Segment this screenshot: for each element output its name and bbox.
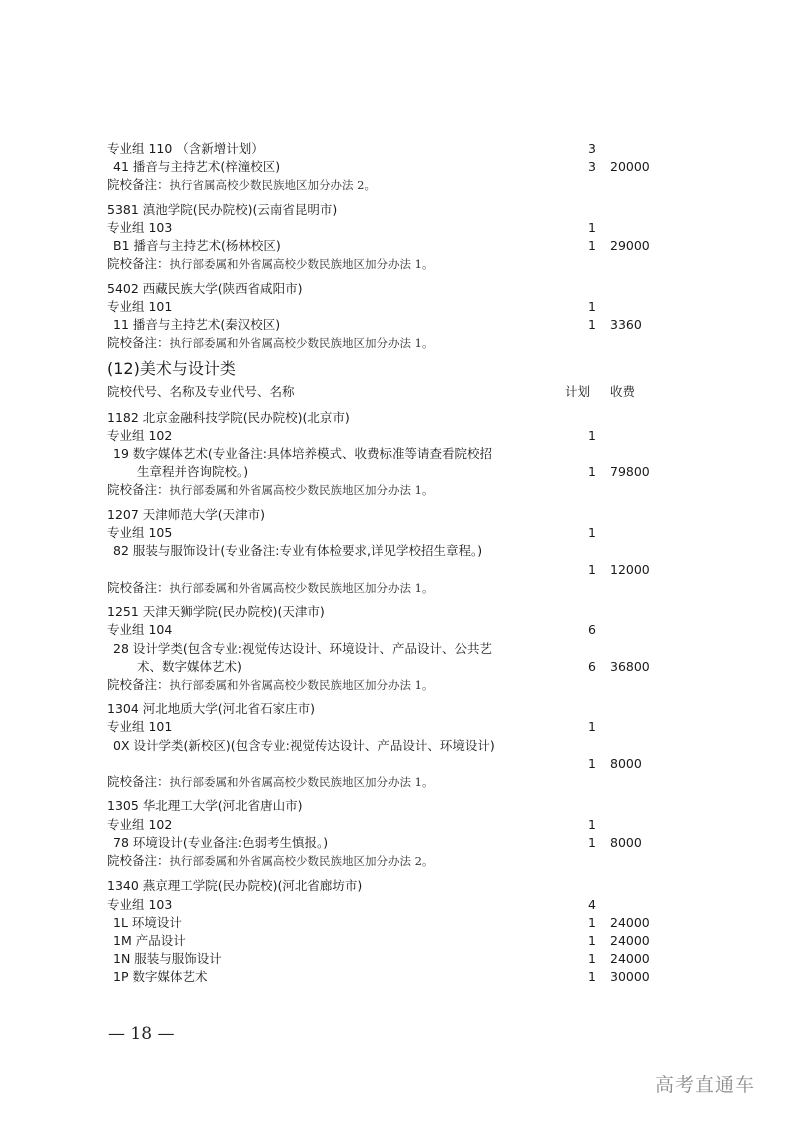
major-row — [107, 237, 650, 255]
category-title: (12)美术与设计类 — [107, 359, 236, 378]
plan-count: 3 — [588, 141, 596, 156]
major-values-row — [107, 561, 650, 579]
plan-count: 6 — [588, 622, 596, 637]
plan-count: 1 — [588, 969, 596, 984]
remark-label: 院校备注： — [107, 256, 170, 271]
plan-count: 1 — [588, 933, 596, 948]
school-title — [107, 201, 647, 219]
group-label: 专业组 101 — [107, 299, 173, 314]
plan-count: 1 — [588, 464, 596, 479]
remark-label: 院校备注： — [107, 774, 170, 789]
school-remark — [107, 176, 647, 194]
remark-text: 执行部委属和外省属高校少数民族地区加分办法 1。 — [169, 678, 434, 692]
group-row — [107, 621, 647, 639]
remark-text: 执行部委属和外省属高校少数民族地区加分办法 1。 — [169, 581, 434, 595]
remark-label: 院校备注： — [107, 177, 170, 192]
school-remark — [107, 579, 647, 597]
plan-count: 1 — [588, 299, 596, 314]
fee: 79800 — [610, 464, 650, 479]
plan-count: 1 — [588, 238, 596, 253]
remark-label: 院校备注： — [107, 677, 170, 692]
major-name: B1 播音与主持艺术(杨林校区) — [113, 238, 281, 253]
major-name: 1M 产品设计 — [113, 933, 186, 948]
page-number: — 18 — — [108, 1024, 175, 1044]
plan-count: 1 — [588, 817, 596, 832]
fee: 12000 — [610, 562, 650, 577]
school-title — [107, 877, 647, 895]
school-title — [107, 409, 647, 427]
fee: 20000 — [610, 159, 650, 174]
remark-text: 执行部委属和外省属高校少数民族地区加分办法 1。 — [169, 775, 434, 789]
plan-count: 3 — [588, 159, 596, 174]
major-name: 41 播音与主持艺术(梓潼校区) — [113, 159, 281, 174]
major-row — [107, 932, 650, 950]
group-label: 专业组 102 — [107, 428, 173, 443]
group-row — [107, 524, 647, 542]
group-row — [107, 896, 647, 914]
school-name: 1207 天津师范大学(天津市) — [107, 507, 266, 522]
group-row — [107, 140, 647, 158]
major-row — [107, 158, 650, 176]
remark-label: 院校备注： — [107, 580, 170, 595]
group-row — [107, 298, 647, 316]
fee: 29000 — [610, 238, 650, 253]
school-name: 1182 北京金融科技学院(民办院校)(北京市) — [107, 410, 350, 425]
major-row — [107, 968, 650, 986]
fee: 36800 — [610, 659, 650, 674]
major-row-cont — [107, 658, 650, 676]
school-name: 5402 西藏民族大学(陕西省咸阳市) — [107, 281, 303, 296]
school-title — [107, 280, 647, 298]
school-remark — [107, 773, 647, 791]
remark-label: 院校备注： — [107, 853, 170, 868]
major-row-cont — [107, 463, 650, 481]
fee: 24000 — [610, 951, 650, 966]
major-values-row — [107, 755, 647, 773]
plan-count: 1 — [588, 220, 596, 235]
school-remark — [107, 852, 647, 870]
group-label: 专业组 110 （含新增计划） — [107, 141, 264, 156]
fee: 24000 — [610, 915, 650, 930]
major-row — [107, 445, 647, 463]
fee: 24000 — [610, 933, 650, 948]
remark-label: 院校备注： — [107, 482, 170, 497]
school-name: 1305 华北理工大学(河北省唐山市) — [107, 798, 303, 813]
remark-text: 执行部委属和外省属高校少数民族地区加分办法 1。 — [169, 336, 434, 350]
plan-count: 6 — [588, 659, 596, 674]
major-name-cont: 术、数字媒体艺术) — [137, 659, 242, 674]
group-label: 专业组 102 — [107, 817, 173, 832]
plan-count: 1 — [588, 756, 596, 771]
major-name: 82 服装与服饰设计(专业备注:专业有体检要求,详见学校招生章程。) — [113, 543, 483, 558]
group-row — [107, 816, 647, 834]
school-title — [107, 797, 647, 815]
group-label: 专业组 103 — [107, 220, 173, 235]
table-header — [107, 383, 647, 401]
plan-count: 1 — [588, 428, 596, 443]
plan-count: 1 — [588, 317, 596, 332]
major-row — [107, 316, 647, 334]
major-row — [107, 640, 647, 658]
major-name: 78 环境设计(专业备注:色弱考生慎报。) — [113, 835, 329, 850]
remark-text: 执行省属高校少数民族地区加分办法 2。 — [169, 178, 376, 192]
group-label: 专业组 103 — [107, 897, 173, 912]
group-label: 专业组 104 — [107, 622, 173, 637]
major-name: 0X 设计学类(新校区)(包含专业:视觉传达设计、产品设计、环境设计) — [113, 738, 495, 753]
remark-text: 执行部委属和外省属高校少数民族地区加分办法 1。 — [169, 257, 434, 271]
fee: 30000 — [610, 969, 650, 984]
major-name: 1L 环境设计 — [113, 915, 182, 930]
fee: 8000 — [610, 756, 642, 771]
school-title — [107, 506, 647, 524]
major-name-cont: 生章程并咨询院校。) — [137, 464, 249, 479]
plan-count: 4 — [588, 897, 596, 912]
major-name: 11 播音与主持艺术(秦汉校区) — [113, 317, 281, 332]
plan-count: 1 — [588, 915, 596, 930]
remark-label: 院校备注： — [107, 335, 170, 350]
school-remark — [107, 676, 647, 694]
fee: 3360 — [610, 317, 642, 332]
school-remark — [107, 255, 647, 273]
school-remark — [107, 481, 647, 499]
plan-count: 1 — [588, 562, 596, 577]
school-name: 1251 天津天狮学院(民办院校)(天津市) — [107, 604, 325, 619]
school-title — [107, 603, 647, 621]
school-title — [107, 700, 647, 718]
plan-count: 1 — [588, 951, 596, 966]
fee: 8000 — [610, 835, 642, 850]
major-name: 1N 服装与服饰设计 — [113, 951, 222, 966]
group-label: 专业组 101 — [107, 719, 173, 734]
watermark: 高考直通车 — [655, 1074, 756, 1096]
school-name: 1304 河北地质大学(河北省石家庄市) — [107, 701, 316, 716]
school-name: 5381 滇池学院(民办院校)(云南省昆明市) — [107, 202, 338, 217]
major-name: 1P 数字媒体艺术 — [113, 969, 208, 984]
header-fee: 收费 — [610, 384, 636, 399]
major-row — [107, 834, 647, 852]
major-row — [107, 542, 647, 560]
major-row — [107, 737, 647, 755]
remark-text: 执行部委属和外省属高校少数民族地区加分办法 1。 — [169, 483, 434, 497]
group-row — [107, 718, 647, 736]
header-name: 院校代号、名称及专业代号、名称 — [107, 384, 295, 399]
major-row — [107, 950, 650, 968]
plan-count: 1 — [588, 525, 596, 540]
group-label: 专业组 105 — [107, 525, 173, 540]
group-row — [107, 427, 647, 445]
major-name: 19 数字媒体艺术(专业备注:具体培养模式、收费标准等请查看院校招 — [113, 446, 492, 461]
plan-count: 1 — [588, 835, 596, 850]
remark-text: 执行部委属和外省属高校少数民族地区加分办法 2。 — [169, 854, 434, 868]
header-plan: 计划 — [565, 384, 591, 399]
school-remark — [107, 334, 647, 352]
group-row — [107, 219, 647, 237]
major-name: 28 设计学类(包含专业:视觉传达设计、环境设计、产品设计、公共艺 — [113, 641, 492, 656]
major-row — [107, 914, 650, 932]
plan-count: 1 — [588, 719, 596, 734]
school-name: 1340 燕京理工学院(民办院校)(河北省廊坊市) — [107, 878, 363, 893]
